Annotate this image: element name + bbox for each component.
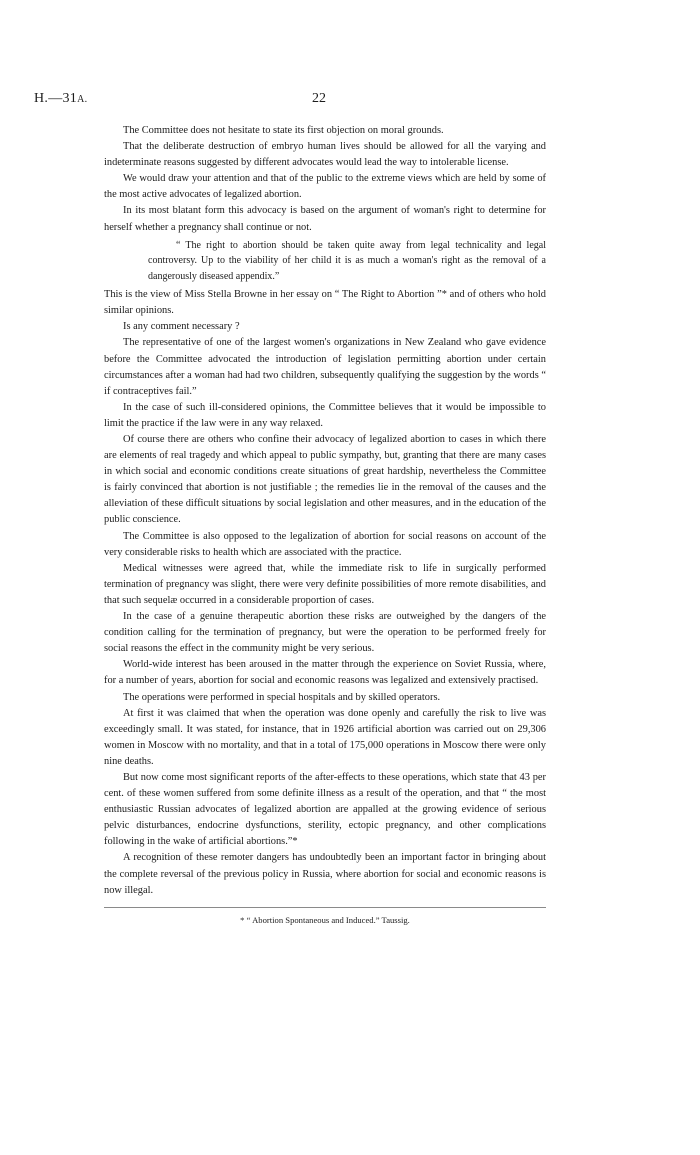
paragraph: The Committee is also opposed to the legalization of abortion for social reasons on account of the very considerable risks to health which are associated with the practice. <box>104 530 546 558</box>
footnote: * “ Abortion Spontaneous and Induced.” Taussig. <box>240 914 410 925</box>
doc-ref-suffix: A. <box>77 94 88 105</box>
paragraph: The representative of one of the largest women's organizations in New Zealand who gave evidence before the Committee advocated the introduction of legislation permitting abortion under certain circumstances after a woman had had two children, subsequently qualifying the suggestion by the words “ if contraceptives fail.” <box>104 337 546 397</box>
paragraph: World-wide interest has been aroused in the matter through the experience on Soviet Russia, where, for a number of years, abortion for social and economic reasons was legalized and extensively practised. <box>104 659 546 687</box>
paragraph: We would draw your attention and that of the public to the extreme views which are held by some of the most active advocates of legalized abortion. <box>104 173 546 201</box>
paragraph: But now come most significant reports of the after-effects to these operations, which state that 43 per cent. of these women suffered from some definite illness as a result of the operation, and that “ the most enthusiastic Russian advocates of legalized abortion are appalled at the growing evidence of serious pelvic disturbances, endocrine dysfunctions, sterility, ectopic pregnancy, and other complications following in the wake of artificial abortions.”* <box>104 771 546 848</box>
paragraph: Medical witnesses were agreed that, while the immediate risk to life in surgically performed termination of pregnancy was slight, there were very definite possibilities of more remote disabilities, and that such sequelæ occurred in a considerable proportion of cases. <box>104 562 546 606</box>
paragraph: Of course there are others who confine their advocacy of legalized abortion to cases in which there are elements of real tragedy and which appeal to public sympathy, but, granting that there are many cases in which social and economic conditions create situations of great hardship, nevertheless the Committee is fairly convinced that abortion is not justifiable ; the remedies lie in the removal of the causes and the alleviation of these difficult situations by social legislation and other measures, and in the education of the public conscience. <box>104 434 546 526</box>
paragraph: That the deliberate destruction of embryo human lives should be allowed for all the varying and indeterminate reasons suggested by different advocates would lead the way to intolerable license. <box>104 141 546 169</box>
paragraph: Is any comment necessary ? <box>123 321 240 333</box>
page-header <box>34 91 594 107</box>
doc-ref-main: H.—31 <box>34 91 78 106</box>
block-quote: “ The right to abortion should be taken quite away from legal technicality and legal controversy. Up to the viability of her child it is as much a woman's right as the removal of a dangerously diseased appendix.” <box>148 239 546 282</box>
paragraph: This is the view of Miss Stella Browne in her essay on “ The Right to Abortion ”* and of others who hold similar opinions. <box>104 289 546 317</box>
body-text <box>104 123 546 926</box>
paragraph: In the case of such ill-considered opinions, the Committee believes that it would be impossible to limit the practice if the law were in any way relaxed. <box>104 401 546 429</box>
document-reference <box>34 91 87 107</box>
paragraph: In its most blatant form this advocacy is based on the argument of woman's right to determine for herself whether a pregnancy shall continue or not. <box>104 205 546 233</box>
paragraph: The Committee does not hesitate to state its first objection on moral grounds. <box>123 125 444 136</box>
footnote-divider <box>104 907 546 908</box>
paragraph: In the case of a genuine therapeutic abortion these risks are outweighed by the dangers of the condition calling for the termination of pregnancy, but were the operation to be performed freely for social reasons the effect in the community might be very serious. <box>104 611 546 655</box>
paragraph: A recognition of these remoter dangers has undoubtedly been an important factor in bringing about the complete reversal of the previous policy in Russia, where abortion for social and economic reasons is now illegal. <box>104 852 546 896</box>
paragraph: The operations were performed in special hospitals and by skilled operators. <box>123 691 441 703</box>
page-number: 22 <box>312 91 326 106</box>
paragraph: At first it was claimed that when the operation was done openly and carefully the risk to live was exceedingly small. It was stated, for instance, that in 1926 artificial abortion was carried out on 29,306 women in Moscow with no mortality, and that in a total of 175,000 operations in Moscow there were only nine deaths. <box>104 707 546 767</box>
